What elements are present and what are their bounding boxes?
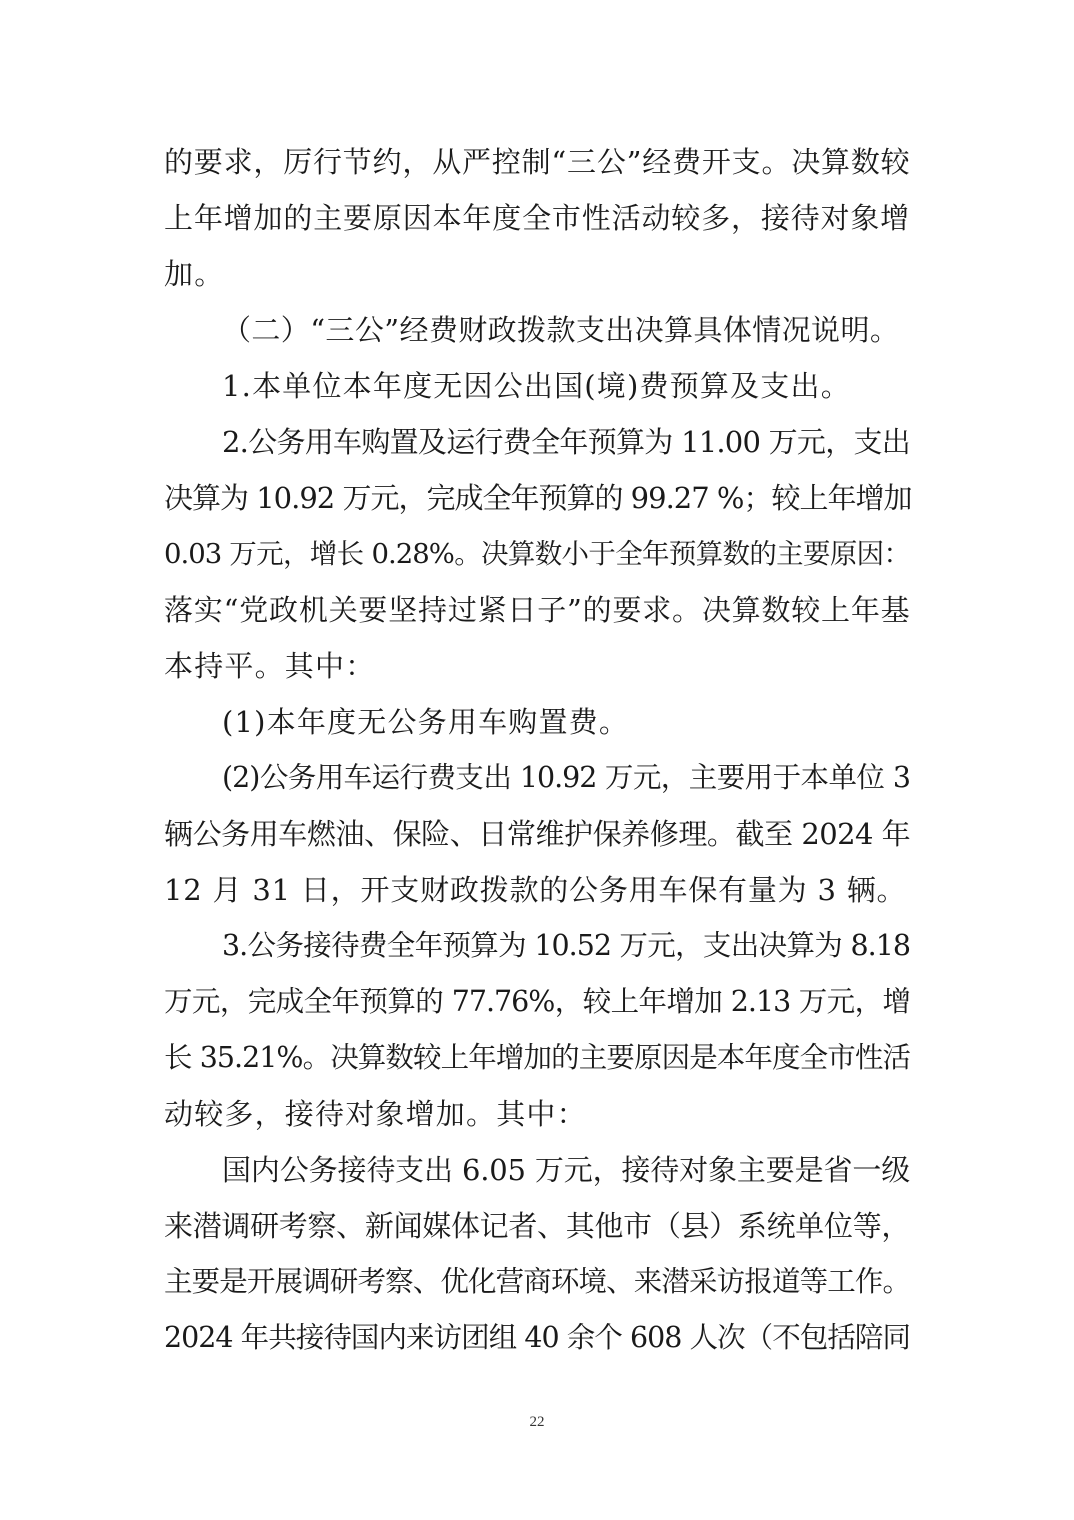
paragraph-item-2-line-2: 决算为 10.92 万元，完成全年预算的 99.27 %；较上年增加 (164, 481, 912, 515)
body-text-line-1: 的要求，厉行节约，从严控制“三公”经费开支。决算数较 (164, 145, 911, 179)
paragraph-item-2-line-1: 2.公务用车购置及运行费全年预算为 11.00 万元，支出 (222, 425, 910, 459)
sub-item-2-line-2: 辆公务用车燃油、保险、日常维护保养修理。截至 2024 年 (164, 817, 910, 851)
paragraph-item-2-line-5: 本持平。其中： (164, 649, 376, 683)
body-text-line-2: 上年增加的主要原因本年度全市性活动较多，接待对象增 (164, 201, 910, 235)
domestic-reception-line-3: 主要是开展调研考察、优化营商环境、来潜采访报道等工作。 (164, 1265, 910, 1298)
paragraph-item-3-line-3: 长 35.21%。决算数较上年增加的主要原因是本年度全市性活 (164, 1041, 910, 1074)
paragraph-item-2-line-3: 0.03 万元，增长 0.28%。决算数小于全年预算数的主要原因： (164, 538, 910, 570)
paragraph-item-3-line-1: 3.公务接待费全年预算为 10.52 万元，支出决算为 8.18 (222, 929, 910, 962)
paragraph-item-3-line-4: 动较多，接待对象增加。其中： (164, 1097, 587, 1131)
paragraph-item-3-line-2: 万元，完成全年预算的 77.76%，较上年增加 2.13 万元，增 (164, 985, 910, 1018)
domestic-reception-line-1: 国内公务接待支出 6.05 万元，接待对象主要是省一级 (222, 1153, 910, 1187)
sub-item-2-line-1: (2)公务用车运行费支出 10.92 万元，主要用于本单位 3 (222, 761, 910, 794)
domestic-reception-line-4: 2024 年共接待国内来访团组 40 余个 608 人次（不包括陪同 (164, 1321, 910, 1354)
section-heading: （二）“三公”经费财政拨款支出决算具体情况说明。 (222, 313, 900, 347)
page-number: 22 (529, 1414, 545, 1430)
body-text-line-3: 加。 (164, 257, 225, 291)
domestic-reception-line-2: 来潜调研考察、新闻媒体记者、其他市（县）系统单位等， (164, 1209, 910, 1243)
paragraph-item-2-line-4: 落实“党政机关要坚持过紧日子”的要求。决算数较上年基 (164, 593, 911, 627)
sub-item-1: (1)本年度无公务用车购置费。 (222, 705, 630, 739)
paragraph-item-1: 1.本单位本年度无因公出国(境)费预算及支出。 (222, 369, 851, 403)
sub-item-2-line-3: 12 月 31 日，开支财政拨款的公务用车保有量为 3 辆。 (164, 873, 907, 907)
